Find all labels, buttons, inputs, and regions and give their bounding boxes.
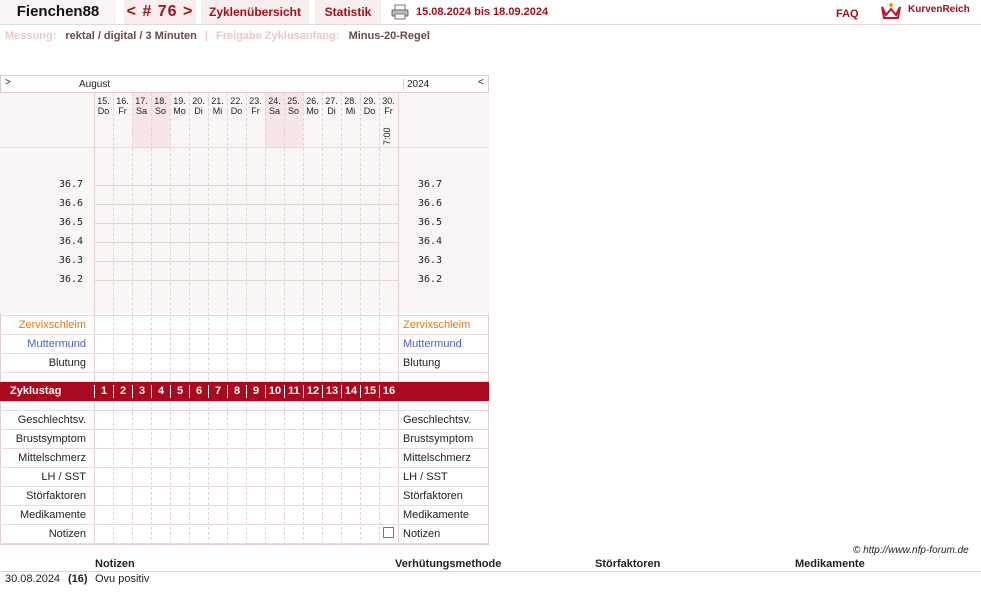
printer-icon[interactable] xyxy=(391,4,409,20)
grid-column-line xyxy=(189,93,190,545)
cycle-day-number: 3 xyxy=(132,385,151,398)
day-label[interactable] xyxy=(132,96,151,116)
cycle-day-number: 1 xyxy=(94,385,113,398)
day-label[interactable] xyxy=(360,96,379,116)
row-label-right: Notizen xyxy=(403,528,441,540)
grid-column-line xyxy=(265,93,266,545)
month-header xyxy=(0,75,489,93)
col-disturbances: Störfaktoren xyxy=(595,558,661,570)
nav-forward-button[interactable]: > xyxy=(5,77,11,88)
cycle-day-number: 6 xyxy=(189,385,208,398)
row-label: LH / SST xyxy=(41,471,86,483)
row-label: Geschlechtsv. xyxy=(17,414,86,426)
grid-column-line xyxy=(94,93,95,545)
temperature-label: 36.6 xyxy=(59,198,84,209)
time-label: 7:00 xyxy=(382,127,392,145)
cycle-day-label: Zyklustag xyxy=(10,385,62,397)
grid-column-line xyxy=(151,93,152,545)
measurement-info xyxy=(5,30,430,42)
day-number: 29. xyxy=(363,96,376,106)
grid-column-line xyxy=(227,93,228,545)
temperature-gridline xyxy=(94,204,398,205)
measurement-value: rektal / digital / 3 Minuten xyxy=(65,30,197,42)
copyright[interactable]: © http://www.nfp-forum.de xyxy=(853,545,969,556)
grid-row-line xyxy=(0,467,489,468)
weekday: Sa xyxy=(268,106,280,116)
temperature-label-right: 36.6 xyxy=(418,198,443,209)
temperature-label-right: 36.4 xyxy=(418,236,443,247)
grid-row-line xyxy=(0,448,489,449)
day-label[interactable] xyxy=(113,96,132,116)
row-label-right: Mittelschmerz xyxy=(403,452,471,464)
grid-column-line xyxy=(170,93,171,545)
grid-column-line xyxy=(246,93,247,545)
cycle-day-number: 4 xyxy=(151,385,170,398)
grid-row-line xyxy=(0,147,489,148)
grid-column-line xyxy=(303,93,304,545)
cycle-day-number: 15 xyxy=(360,385,379,398)
weekday: Di xyxy=(194,106,203,116)
cycle-day-number: 12 xyxy=(303,385,322,398)
weekday: Mo xyxy=(173,106,186,116)
cycle-day-number: 14 xyxy=(341,385,360,398)
cycle-day-number: 11 xyxy=(284,385,303,398)
grid-row-line xyxy=(0,353,489,354)
weekday: Mo xyxy=(306,106,319,116)
day-number: 23. xyxy=(249,96,262,106)
month-label: August xyxy=(79,79,111,90)
day-number: 28. xyxy=(344,96,357,106)
row-label: Medikamente xyxy=(19,509,86,521)
day-number: 18. xyxy=(154,96,167,106)
row-label: Brustsymptom xyxy=(15,433,86,445)
grid-row-line xyxy=(0,334,489,335)
day-label[interactable] xyxy=(265,96,284,116)
day-label[interactable] xyxy=(341,96,360,116)
temperature-label-right: 36.2 xyxy=(418,274,443,285)
weekday: Mi xyxy=(212,106,223,116)
col-method: Verhütungsmethode xyxy=(395,558,502,570)
grid-column-line xyxy=(379,93,380,545)
row-label-right: Medikamente xyxy=(403,509,470,521)
top-bar xyxy=(0,0,981,25)
notes-table-header xyxy=(0,558,981,572)
temperature-label: 36.4 xyxy=(59,236,84,247)
cycle-day-number: 7 xyxy=(208,385,227,398)
cycle-day-number: 10 xyxy=(265,385,284,398)
temperature-label: 36.2 xyxy=(59,274,84,285)
cycle-day-bar xyxy=(0,382,489,401)
row-label: Mittelschmerz xyxy=(18,452,86,464)
row-label-cervix-right: Zervixschleim xyxy=(403,319,471,331)
day-number: 17. xyxy=(135,96,148,106)
cycle-day-number: 2 xyxy=(113,385,132,398)
day-number: 26. xyxy=(306,96,319,106)
cycle-day-number: 13 xyxy=(322,385,341,398)
temperature-label: 36.7 xyxy=(59,179,84,190)
grid-column-line xyxy=(360,93,361,545)
cycle-day-number: 5 xyxy=(170,385,189,398)
cycle-chart xyxy=(0,75,489,545)
day-number: 22. xyxy=(230,96,243,106)
day-number: 19. xyxy=(173,96,186,106)
row-label-right: Brustsymptom xyxy=(403,433,474,445)
grid-column-line xyxy=(284,93,285,545)
cycle-day-number: 9 xyxy=(246,385,265,398)
note-cycle-day: (16) xyxy=(68,573,88,585)
weekday: Do xyxy=(363,106,376,116)
day-label[interactable] xyxy=(94,96,113,116)
grid-row-line xyxy=(0,543,489,544)
note-date: 30.08.2024 xyxy=(5,573,61,585)
temperature-label-right: 36.3 xyxy=(418,255,443,266)
day-number: 15. xyxy=(97,96,110,106)
day-label[interactable] xyxy=(322,96,341,116)
day-label[interactable] xyxy=(303,96,322,116)
temperature-gridline xyxy=(94,280,398,281)
nav-back-button[interactable]: < xyxy=(478,77,484,88)
temperature-gridline xyxy=(94,242,398,243)
temperature-label-right: 36.7 xyxy=(418,179,443,190)
weekday: So xyxy=(287,106,299,116)
temperature-gridline xyxy=(94,261,398,262)
day-label[interactable] xyxy=(284,96,303,116)
row-label-cervix: Zervixschleim xyxy=(18,319,86,331)
day-label[interactable] xyxy=(151,96,170,116)
cycle-day-number: 8 xyxy=(227,385,246,398)
day-number: 16. xyxy=(116,96,129,106)
day-label[interactable] xyxy=(208,96,227,116)
day-number: 20. xyxy=(192,96,205,106)
tab-statistics[interactable]: Statistik xyxy=(315,0,381,24)
cycle-navigator[interactable]: < # 76 > xyxy=(124,0,196,24)
day-label[interactable] xyxy=(379,96,398,116)
weekday: Sa xyxy=(135,106,147,116)
measurement-label: Messung: xyxy=(5,30,57,42)
release-label: Freigabe Zyklusanfang: xyxy=(216,30,340,42)
username: Fienchen88 xyxy=(0,0,116,24)
grid-column-line xyxy=(341,93,342,545)
notes-icon[interactable] xyxy=(383,527,394,538)
temperature-gridline xyxy=(94,223,398,224)
day-label[interactable] xyxy=(227,96,246,116)
weekday: Mi xyxy=(345,106,356,116)
brand-logo-text[interactable]: KurvenReich xyxy=(908,4,970,15)
grid-row-line xyxy=(0,372,489,373)
day-label[interactable] xyxy=(170,96,189,116)
tab-cycle-overview[interactable]: Zyklenübersicht xyxy=(201,0,309,24)
day-label[interactable] xyxy=(189,96,208,116)
weekday: So xyxy=(154,106,166,116)
day-number: 24. xyxy=(268,96,281,106)
grid-row-line xyxy=(0,505,489,506)
faq-link[interactable]: FAQ xyxy=(836,8,859,20)
grid-row-line xyxy=(0,315,489,316)
day-number: 27. xyxy=(325,96,338,106)
note-row xyxy=(5,573,150,585)
row-label-right: LH / SST xyxy=(403,471,448,483)
note-text: Ovu positiv xyxy=(95,573,150,585)
date-range: 15.08.2024 bis 18.09.2024 xyxy=(416,6,549,18)
row-label: Notizen xyxy=(48,528,86,540)
grid-row-line xyxy=(0,429,489,430)
weekday: Fr xyxy=(118,106,127,116)
day-number: 21. xyxy=(211,96,224,106)
crown-logo-icon[interactable] xyxy=(880,1,902,21)
separator: | xyxy=(204,30,208,42)
grid-column-line xyxy=(208,93,209,545)
weekday: Fr xyxy=(251,106,260,116)
grid-column-line xyxy=(398,93,399,545)
temperature-gridline xyxy=(94,185,398,186)
day-number: 30. xyxy=(382,96,395,106)
row-label-cervix-mouth-right: Muttermund xyxy=(403,338,462,350)
weekday: Do xyxy=(97,106,110,116)
grid-row-line xyxy=(0,401,489,402)
temperature-label: 36.5 xyxy=(59,217,84,228)
temperature-label: 36.3 xyxy=(59,255,84,266)
weekday: Di xyxy=(327,106,336,116)
weekday: Do xyxy=(230,106,243,116)
temperature-label-right: 36.5 xyxy=(418,217,443,228)
row-label: Störfaktoren xyxy=(26,490,86,502)
row-label-cervix-mouth: Muttermund xyxy=(27,338,86,350)
col-medications: Medikamente xyxy=(795,558,865,570)
row-label-right: Geschlechtsv. xyxy=(403,414,472,426)
day-label[interactable] xyxy=(246,96,265,116)
day-number: 25. xyxy=(287,96,300,106)
release-value: Minus-20-Regel xyxy=(348,30,430,42)
grid-column-line xyxy=(132,93,133,545)
grid-row-line xyxy=(0,486,489,487)
year-label: 2024 xyxy=(403,79,429,90)
grid-row-line xyxy=(0,524,489,525)
row-label-bleeding: Blutung xyxy=(48,357,86,369)
col-notes: Notizen xyxy=(95,558,135,570)
grid-row-line xyxy=(0,410,489,411)
grid-column-line xyxy=(322,93,323,545)
row-label-bleeding-right: Blutung xyxy=(403,357,441,369)
weekday: Fr xyxy=(384,106,393,116)
row-label-right: Störfaktoren xyxy=(403,490,463,502)
cycle-day-number: 16 xyxy=(379,385,398,398)
grid-column-line xyxy=(113,93,114,545)
temperature-area-right xyxy=(398,93,489,313)
